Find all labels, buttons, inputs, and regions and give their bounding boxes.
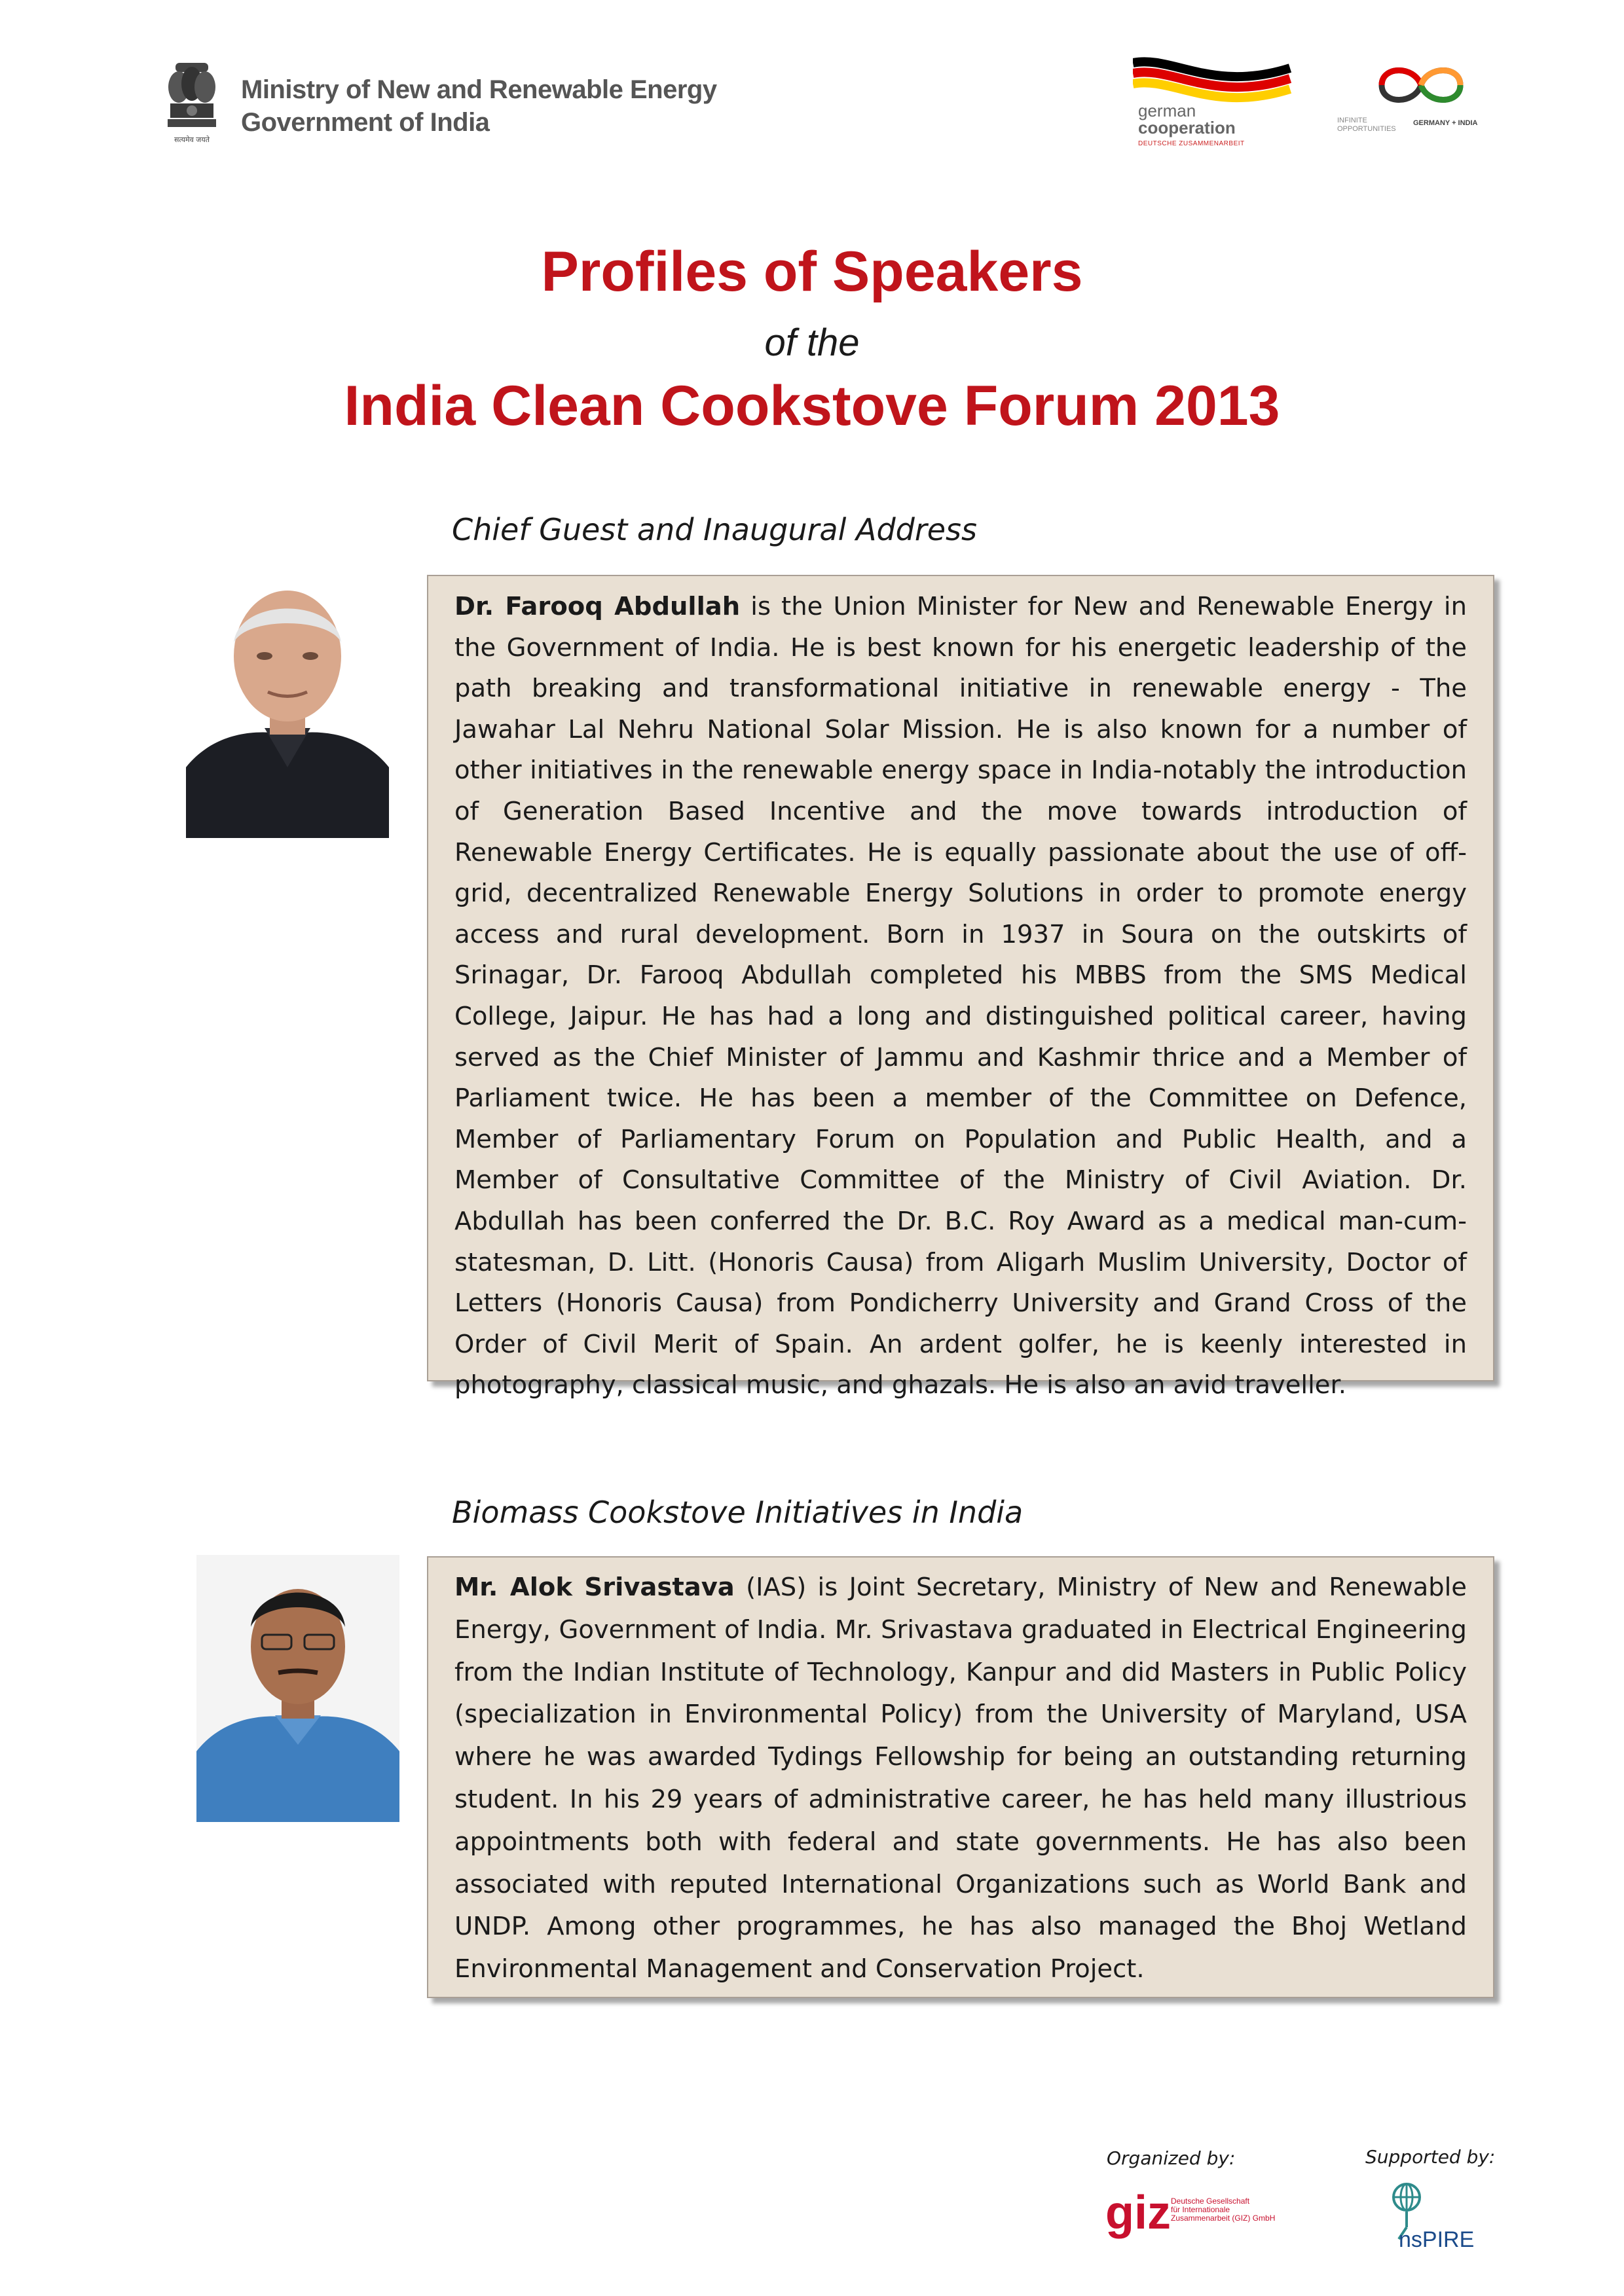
speaker-bio-text: is the Union Minister for New and Renewable Energy in the Government of India. He is best known for his energetic leadership of the path breaking and transformational initiative in renewable energy - The Jawahar Lal Nehru National Solar Mission. He is also known for a number of other initiatives in the renewable energy space in India-notably the introduction of Generation Based Incentive and the move towards introduction of Renewable Energy Certificates. He is equally passionate about the use of off-grid, decentralized Renewable Energy Solutions in order to promote energy access and rural development. Born in 1937 in Soura on the outskirts of Srinagar, Dr. Farooq Abdullah completed his MBBS from the SMS Medical College, Jaipur. He has had a long and distinguished political career, having served as the Chief Minister of Jammu and Kashmir thrice and a Member of Parliament twice. He has been a member of the Committee on Defence, Member of Parliamentary Forum on Population and Public Health, and a Member of Consultative Committee of the Ministry of Civil Aviation. Dr. Abdullah has been conferred the Dr. B.C. Roy Award as a medical man-cum-statesman, D. Litt. (Honoris Causa) from Aligarh Muslim University, Doctor of Letters (Honoris Causa) from Pondicherry University and Grand Cross of the Order of Civil Merit of Spain. An ardent golfer, he is keenly interested in photography, classical music, and ghazals. He is also an avid traveller. [454, 592, 1467, 1400]
supported-by-label: Supported by: [1365, 2146, 1496, 2168]
emblem-motto: सत्यमेव जयते [174, 136, 210, 144]
giz-sub-line: für Internationale [1171, 2205, 1230, 2214]
speaker-name: Dr. Farooq Abdullah [454, 592, 741, 621]
gi-tag-right: GERMANY + INDIA [1413, 119, 1478, 127]
gi-tag-left: INFINITE OPPORTUNITIES [1337, 117, 1396, 133]
giz-logo [1105, 2187, 1302, 2239]
speaker-bio [454, 587, 1467, 1406]
section-heading: Biomass Cookstove Initiatives in India [452, 1495, 1024, 1530]
page-title: Profiles of Speakers [541, 240, 1083, 303]
speaker-bio-box [427, 575, 1494, 1400]
gc-sub: DEUTSCHE ZUSAMMENARBEIT [1138, 140, 1245, 147]
event-title: India Clean Cookstove Forum 2013 [344, 374, 1280, 437]
german-cooperation-logo [1133, 54, 1303, 152]
giz-sub-line: Zusammenarbeit (GIZ) GmbH [1171, 2214, 1276, 2223]
germany-india-logo [1329, 59, 1513, 144]
section-heading: Chief Guest and Inaugural Address [452, 512, 977, 547]
ministry-line2: Government of India [241, 108, 490, 137]
inspire-logo [1387, 2181, 1492, 2253]
page-subtitle-connector: of the [764, 321, 860, 364]
speaker-bio-box [427, 1556, 1494, 1998]
ministry-line1: Ministry of New and Renewable Energy [241, 75, 717, 104]
inspire-wordmark: nsPIRE [1399, 2227, 1475, 2252]
giz-sub-line: Deutsche Gesellschaft [1171, 2196, 1250, 2206]
speaker-name: Mr. Alok Srivastava [454, 1573, 735, 1602]
ministry-name [241, 73, 717, 139]
giz-wordmark: giz [1105, 2187, 1171, 2239]
speaker-bio [454, 1567, 1467, 1991]
gc-line1: german [1138, 101, 1196, 120]
speaker-photo-farooq-abdullah [186, 571, 389, 838]
giz-fullname [1171, 2197, 1275, 2223]
gc-line2: cooperation [1138, 118, 1236, 137]
speaker-bio-text: (IAS) is Joint Secretary, Ministry of New and Renewable Energy, Government of India. Mr. Srivastava graduated in Electrical Engineering from the Indian Institute of Technology, Kanpur and did Masters in Public Policy (specialization in Environmental Policy) from the University of Maryland, USA where he was awarded Tydings Fellowship for being an outstanding returning student. In his 29 years of administrative career, he has held many illustrious appointments both with federal and state governments. He has also been associated with reputed International Organizations such as World Bank and UNDP. Among other programmes, he has also managed the Bhoj Wetland Environmental Management and Conservation Project. [454, 1573, 1467, 1984]
national-emblem-logo [162, 58, 221, 156]
speaker-photo-alok-srivastava [196, 1555, 399, 1822]
organized-by-label: Organized by: [1107, 2147, 1236, 2169]
